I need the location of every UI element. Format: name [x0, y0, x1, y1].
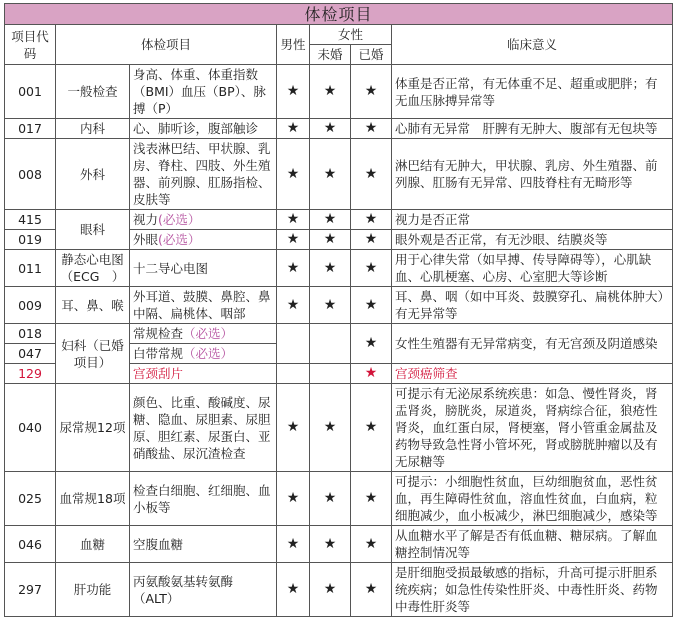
table-row [5, 526, 673, 563]
row-detail: 丙氨酸氨基转氨酶（ALT） [130, 563, 277, 617]
table-row [5, 287, 673, 324]
row-meaning: 心肺有无异常 肝脾有无肿大、腹部有无包块等 [392, 119, 673, 139]
row-meaning: 耳、鼻、咽（如中耳炎、鼓膜穿孔、扁桃体肿大）有无异常等 [392, 287, 673, 324]
star-icon: ★ [310, 526, 351, 563]
star-icon: ★ [277, 210, 310, 230]
detail-text: 常规检查 [133, 326, 184, 341]
star-icon: ★ [351, 210, 392, 230]
empty-cell [310, 364, 351, 384]
row-code: 297 [5, 563, 56, 617]
header-male: 男性 [277, 25, 310, 65]
row-detail: 颜色、比重、酸碱度、尿糖、隐血、尿胆素、尿胆原、胆红素、尿蛋白、亚硝酸盐、尿沉渣检查 [130, 384, 277, 472]
row-detail: 宫颈刮片 [130, 364, 277, 384]
table-row [5, 65, 673, 119]
row-meaning: 是肝细胞受损最敏感的指标，升高可提示肝胆系统疾病；如急性传染性肝炎、中毒性肝炎、药物中毒性肝炎等 [392, 563, 673, 617]
star-icon: ★ [310, 210, 351, 230]
row-category: 外科 [56, 139, 130, 210]
row-code: 017 [5, 119, 56, 139]
star-icon: ★ [310, 139, 351, 210]
row-code: 046 [5, 526, 56, 563]
star-icon: ★ [351, 364, 392, 384]
row-detail: 心、肺听诊，腹部触诊 [130, 119, 277, 139]
star-icon: ★ [277, 119, 310, 139]
row-code: 047 [5, 344, 56, 364]
table-row [5, 384, 673, 472]
row-detail: 空腹血糖 [130, 526, 277, 563]
row-meaning: 视力是否正常 [392, 210, 673, 230]
row-detail: 检查白细胞、红细胞、血小板等 [130, 472, 277, 526]
star-icon: ★ [277, 65, 310, 119]
header-female: 女性 [310, 25, 392, 45]
row-meaning: 用于心律失常（如早搏、传导障碍等），心肌缺血、心肌梗塞、心房、心室肥大等诊断 [392, 250, 673, 287]
row-code: 008 [5, 139, 56, 210]
row-meaning: 可提示：小细胞性贫血，巨幼细胞贫血，恶性贫血，再生障碍性贫血，溶血性贫血，白血病，粒细胞减少，血小板减少，淋巴细胞减少，感染等 [392, 472, 673, 526]
star-icon: ★ [351, 324, 392, 364]
row-meaning: 淋巴结有无肿大，甲状腺、乳房、外生殖器、前列腺、肛肠有无异常、四肢脊柱有无畸形等 [392, 139, 673, 210]
table-row [5, 210, 673, 230]
row-code: 019 [5, 230, 56, 250]
star-icon: ★ [351, 119, 392, 139]
star-icon: ★ [310, 472, 351, 526]
row-detail: 浅表淋巴结、甲状腺、乳房、脊柱、四肢、外生殖器、前列腺、肛肠指检、皮肤等 [130, 139, 277, 210]
row-detail: 外耳道、鼓膜、鼻腔、鼻中隔、扁桃体、咽部 [130, 287, 277, 324]
table-row [5, 139, 673, 210]
star-icon: ★ [277, 472, 310, 526]
star-icon: ★ [277, 563, 310, 617]
row-meaning: 从血糖水平了解是否有低血糖、糖尿病。了解血糖控制情况等 [392, 526, 673, 563]
row-category: 一般检查 [56, 65, 130, 119]
star-icon: ★ [277, 230, 310, 250]
detail-text: 外眼 [133, 232, 159, 247]
detail-text: 白带常规 [133, 346, 184, 361]
table-row [5, 250, 673, 287]
row-code: 009 [5, 287, 56, 324]
star-icon: ★ [310, 563, 351, 617]
star-icon: ★ [310, 65, 351, 119]
table-row [5, 563, 673, 617]
row-detail [130, 344, 277, 364]
header-code: 项目代码 [5, 25, 56, 65]
star-icon: ★ [351, 139, 392, 210]
row-code: 001 [5, 65, 56, 119]
row-meaning: 眼外观是否正常，有无沙眼、结膜炎等 [392, 230, 673, 250]
row-meaning: 宫颈癌筛查 [392, 364, 673, 384]
required-note: (必选） [158, 212, 201, 227]
star-icon: ★ [351, 472, 392, 526]
header-married: 已婚 [351, 45, 392, 65]
star-icon: ★ [310, 119, 351, 139]
row-category: 内科 [56, 119, 130, 139]
star-icon: ★ [310, 384, 351, 472]
star-icon: ★ [351, 250, 392, 287]
table-row [5, 324, 673, 344]
empty-cell [277, 364, 310, 384]
star-icon: ★ [351, 526, 392, 563]
star-icon: ★ [277, 139, 310, 210]
star-icon: ★ [277, 526, 310, 563]
exam-table [4, 3, 673, 617]
table-row [5, 119, 673, 139]
star-icon: ★ [310, 287, 351, 324]
header-unmarried: 未婚 [310, 45, 351, 65]
row-meaning: 体重是否正常，有无体重不足、超重或肥胖；有无血压脉搏异常等 [392, 65, 673, 119]
detail-text: 视力 [133, 212, 159, 227]
row-detail: 身高、体重、体重指数（BMI）血压（BP）、脉搏（P） [130, 65, 277, 119]
star-icon: ★ [351, 230, 392, 250]
empty-cell [277, 324, 310, 364]
star-icon: ★ [277, 250, 310, 287]
required-note: （必选） [183, 326, 234, 341]
star-icon: ★ [351, 563, 392, 617]
star-icon: ★ [351, 65, 392, 119]
row-detail [130, 324, 277, 344]
row-category: 眼科 [56, 210, 130, 250]
exam-table-wrapper [4, 3, 672, 617]
row-code: 018 [5, 324, 56, 344]
row-detail: 十二导心电图 [130, 250, 277, 287]
row-detail [130, 230, 277, 250]
required-note: （必选） [183, 346, 234, 361]
star-icon: ★ [310, 250, 351, 287]
table-row [5, 472, 673, 526]
row-code: 011 [5, 250, 56, 287]
row-detail [130, 210, 277, 230]
row-category: 肝功能 [56, 563, 130, 617]
row-category: 妇科（已婚项目） [56, 324, 130, 384]
star-icon: ★ [277, 384, 310, 472]
table-title: 体检项目 [5, 4, 673, 25]
row-meaning: 女性生殖器有无异常病变，有无宫颈及阴道感染 [392, 324, 673, 364]
row-code: 040 [5, 384, 56, 472]
row-category: 耳、鼻、喉 [56, 287, 130, 324]
row-category: 血糖 [56, 526, 130, 563]
row-category: 血常规18项 [56, 472, 130, 526]
row-category: 静态心电图（ECG ） [56, 250, 130, 287]
star-icon: ★ [351, 287, 392, 324]
row-category: 尿常规12项 [56, 384, 130, 472]
header-meaning: 临床意义 [392, 25, 673, 65]
header-item: 体检项目 [56, 25, 277, 65]
row-code: 129 [5, 364, 56, 384]
required-note: (必选） [158, 232, 201, 247]
row-code: 415 [5, 210, 56, 230]
star-icon: ★ [351, 384, 392, 472]
row-code: 025 [5, 472, 56, 526]
row-meaning: 可提示有无泌尿系统疾患：如急、慢性肾炎，肾盂肾炎，膀胱炎，尿道炎，肾病综合征，狼疮性肾炎，血红蛋白尿，肾梗塞，肾小管重金属盐及药物导致急性肾小管坏死，肾或膀胱肿瘤以及有无尿糖等 [392, 384, 673, 472]
star-icon: ★ [310, 230, 351, 250]
empty-cell [310, 324, 351, 364]
star-icon: ★ [277, 287, 310, 324]
